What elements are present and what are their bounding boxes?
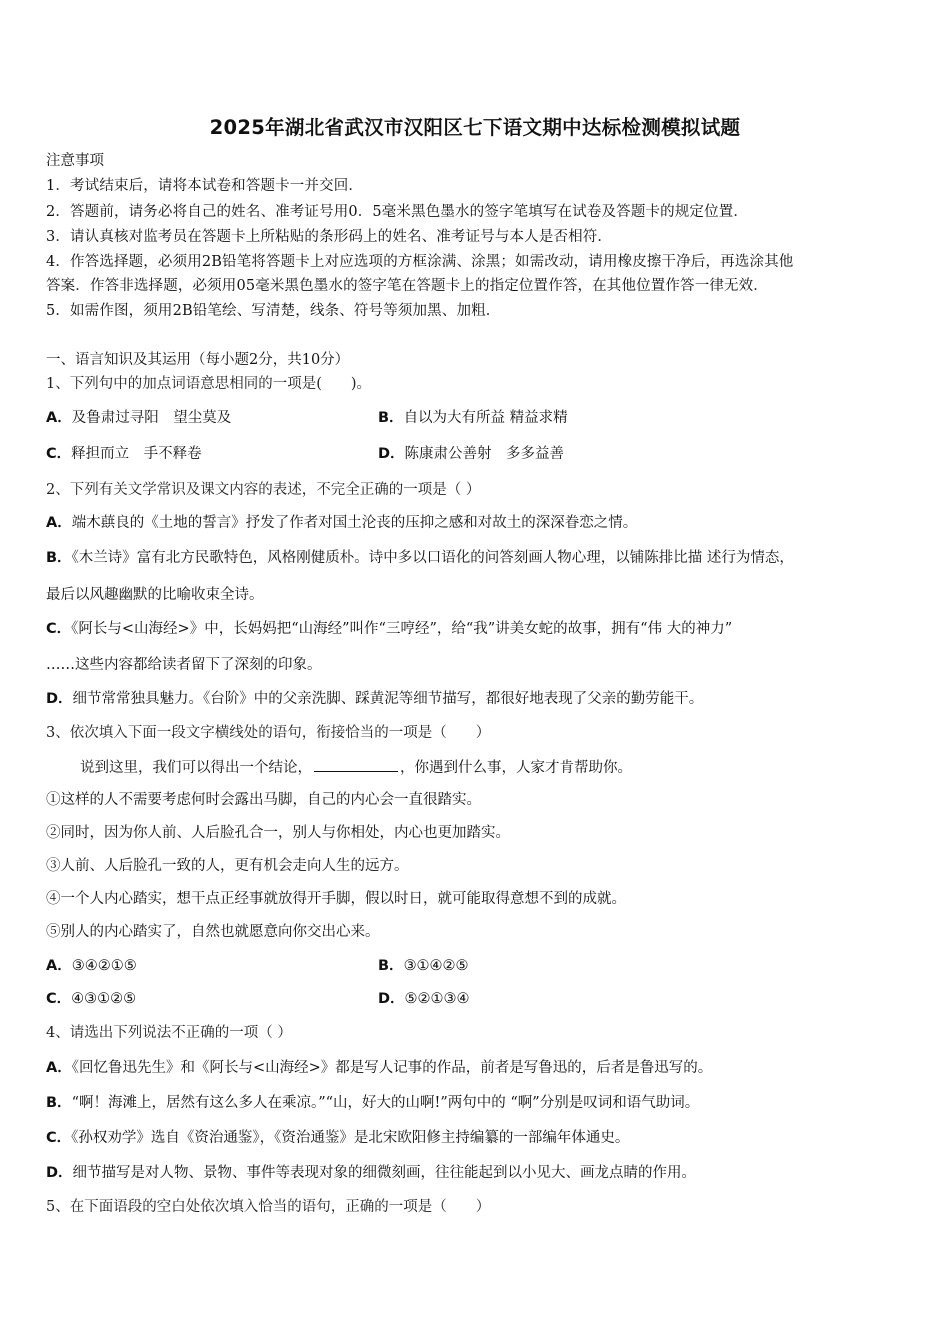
option-text: 自以为大有所益 精益求精 xyxy=(403,410,568,426)
question-2-option-b[interactable] xyxy=(46,548,794,568)
notice-item-3: 3．请认真核对监考员在答题卡上所粘贴的条形码上的姓名、准考证号与本人是否相符． xyxy=(46,229,613,245)
notice-item-4-cont: 答案．作答非选择题，必须用05毫米黑色墨水的签字笔在答题卡上的指定位置作答，在其他位置作答一律无效． xyxy=(46,278,768,294)
question-3-sentence-4: ④一个人内心踏实，想干点正经事就放得开手脚，假以时日，就可能取得意想不到的成就。 xyxy=(46,891,626,907)
option-text: ⑤②①③④ xyxy=(404,991,470,1007)
option-label: C． xyxy=(46,446,72,462)
notice-item-4: 4．作答选择题，必须用2B铅笔将答题卡上对应选项的方框涂满、涂黑；如需改动，请用橡皮擦干净后，再选涂其他 xyxy=(46,254,794,270)
question-3-sentence-3: ③人前、人后脸孔一致的人，更有机会走向人生的远方。 xyxy=(46,858,409,874)
question-4-stem: 4、请选出下列说法不正确的一项（ ） xyxy=(46,1025,292,1041)
question-2-option-c-cont: ……这些内容都给读者留下了深刻的印象。 xyxy=(46,657,322,673)
option-text: 细节描写是对人物、景物、事件等表现对象的细微刻画，往往能起到以小见大、画龙点睛的作用。 xyxy=(72,1165,697,1181)
fill-blank xyxy=(314,757,398,772)
question-5-stem: 5、在下面语段的空白处依次填入恰当的语句，正确的一项是（ ） xyxy=(46,1199,491,1215)
option-label: C． xyxy=(46,991,72,1007)
option-label: B． xyxy=(378,958,404,974)
question-3-option-d[interactable] xyxy=(378,989,470,1009)
notice-item-1: 1．考试结束后，请将本试卷和答题卡一并交回． xyxy=(46,178,364,194)
question-1-stem: 1、下列句中的加点词语意思相同的一项是( )。 xyxy=(46,376,372,392)
page-title: 2025年湖北省武汉市汉阳区七下语文期中达标检测模拟试题 xyxy=(209,116,741,139)
option-text: ③①④②⑤ xyxy=(403,958,469,974)
notice-item-5: 5．如需作图，须用2B铅笔绘、写清楚，线条、符号等须加黑、加粗． xyxy=(46,303,501,319)
passage-after: ，你遇到什么事，人家才肯帮助你。 xyxy=(400,760,632,776)
option-label: D． xyxy=(378,446,405,462)
option-label: A． xyxy=(46,1060,72,1076)
question-2-stem: 2、下列有关文学常识及课文内容的表述，不完全正确的一项是（ ） xyxy=(46,482,481,498)
question-3-option-c[interactable] xyxy=(46,989,136,1009)
option-text: 陈康肃公善射 多多益善 xyxy=(404,446,565,462)
passage-before: 说到这里，我们可以得出一个结论， xyxy=(80,760,312,776)
option-label: A． xyxy=(46,958,72,974)
question-2-option-b-cont: 最后以风趣幽默的比喻收束全诗。 xyxy=(46,587,264,603)
option-text: 《孙权劝学》选自《资治通鉴》，《资治通鉴》是北宋欧阳修主持编纂的一部编年体通史。 xyxy=(71,1130,630,1146)
option-label: B． xyxy=(46,1095,72,1111)
question-3-option-b[interactable] xyxy=(378,956,469,976)
option-label: D． xyxy=(378,991,405,1007)
question-3-sentence-5: ⑤别人的内心踏实了，自然也就愿意向你交出心来。 xyxy=(46,924,380,940)
option-text: ④③①②⑤ xyxy=(71,991,137,1007)
option-text: 及鲁肃过寻阳 望尘莫及 xyxy=(71,410,232,426)
question-3-sentence-2: ②同时，因为你人前、人后脸孔合一，别人与你相处，内心也更加踏实。 xyxy=(46,825,510,841)
option-label: B． xyxy=(46,550,72,566)
question-4-option-a[interactable] xyxy=(46,1058,712,1078)
question-3-stem: 3、依次填入下面一段文字横线处的语句，衔接恰当的一项是（ ） xyxy=(46,725,491,741)
option-text: 《阿长与<山海经>》中，长妈妈把“山海经”叫作“三哼经”，给“我”讲美女蛇的故事，拥有“伟 大的神力” xyxy=(71,621,733,637)
option-label: C． xyxy=(46,621,72,637)
option-text: ③④②①⑤ xyxy=(71,958,137,974)
question-3-sentence-1: ①这样的人不需要考虑何时会露出马脚，自己的内心会一直很踏实。 xyxy=(46,792,481,808)
option-label: D． xyxy=(46,691,73,707)
option-text: “啊！海滩上，居然有这么多人在乘凉。”“山，好大的山啊!”两句中的 “啊”分别是叹词和语气助词。 xyxy=(71,1095,700,1111)
question-2-option-d[interactable] xyxy=(46,689,703,709)
question-4-option-d[interactable] xyxy=(46,1163,696,1183)
option-text: 《木兰诗》富有北方民歌特色，风格刚健质朴。诗中多以口语化的问答刻画人物心理，以铺陈排比描 述行为情态， xyxy=(71,550,794,566)
option-text: 释担而立 手不释卷 xyxy=(71,446,202,462)
question-1-option-a[interactable] xyxy=(46,408,231,428)
question-2-option-a[interactable] xyxy=(46,513,637,533)
option-label: D． xyxy=(46,1165,73,1181)
notice-item-2: 2．答题前，请务必将自己的姓名、准考证号用0．5毫米黑色墨水的签字笔填写在试卷及答题卡的规定位置． xyxy=(46,204,749,220)
question-1-option-d[interactable] xyxy=(378,444,564,464)
notice-heading: 注意事项 xyxy=(46,153,104,169)
option-text: 端木蕻良的《土地的誓言》抒发了作者对国土沦丧的压抑之感和对故土的深深眷恋之情。 xyxy=(71,515,638,531)
section-heading: 一、语言知识及其运用（每小题2分，共10分） xyxy=(46,352,350,368)
option-label: B． xyxy=(378,410,404,426)
question-3-option-a[interactable] xyxy=(46,956,137,976)
question-4-option-b[interactable] xyxy=(46,1093,699,1113)
option-label: A． xyxy=(46,515,72,531)
question-3-passage xyxy=(80,757,632,778)
option-label: A． xyxy=(46,410,72,426)
question-2-option-c[interactable] xyxy=(46,619,732,639)
option-label: C． xyxy=(46,1130,72,1146)
question-4-option-c[interactable] xyxy=(46,1128,629,1148)
question-1-option-c[interactable] xyxy=(46,444,202,464)
option-text: 细节常常独具魅力。《台阶》中的父亲洗脚、踩黄泥等细节描写，都很好地表现了父亲的勤劳能干。 xyxy=(72,691,704,707)
question-1-option-b[interactable] xyxy=(378,408,568,428)
option-text: 《回忆鲁迅先生》和《阿长与<山海经>》都是写人记事的作品，前者是写鲁迅的，后者是鲁迅写的。 xyxy=(71,1060,713,1076)
